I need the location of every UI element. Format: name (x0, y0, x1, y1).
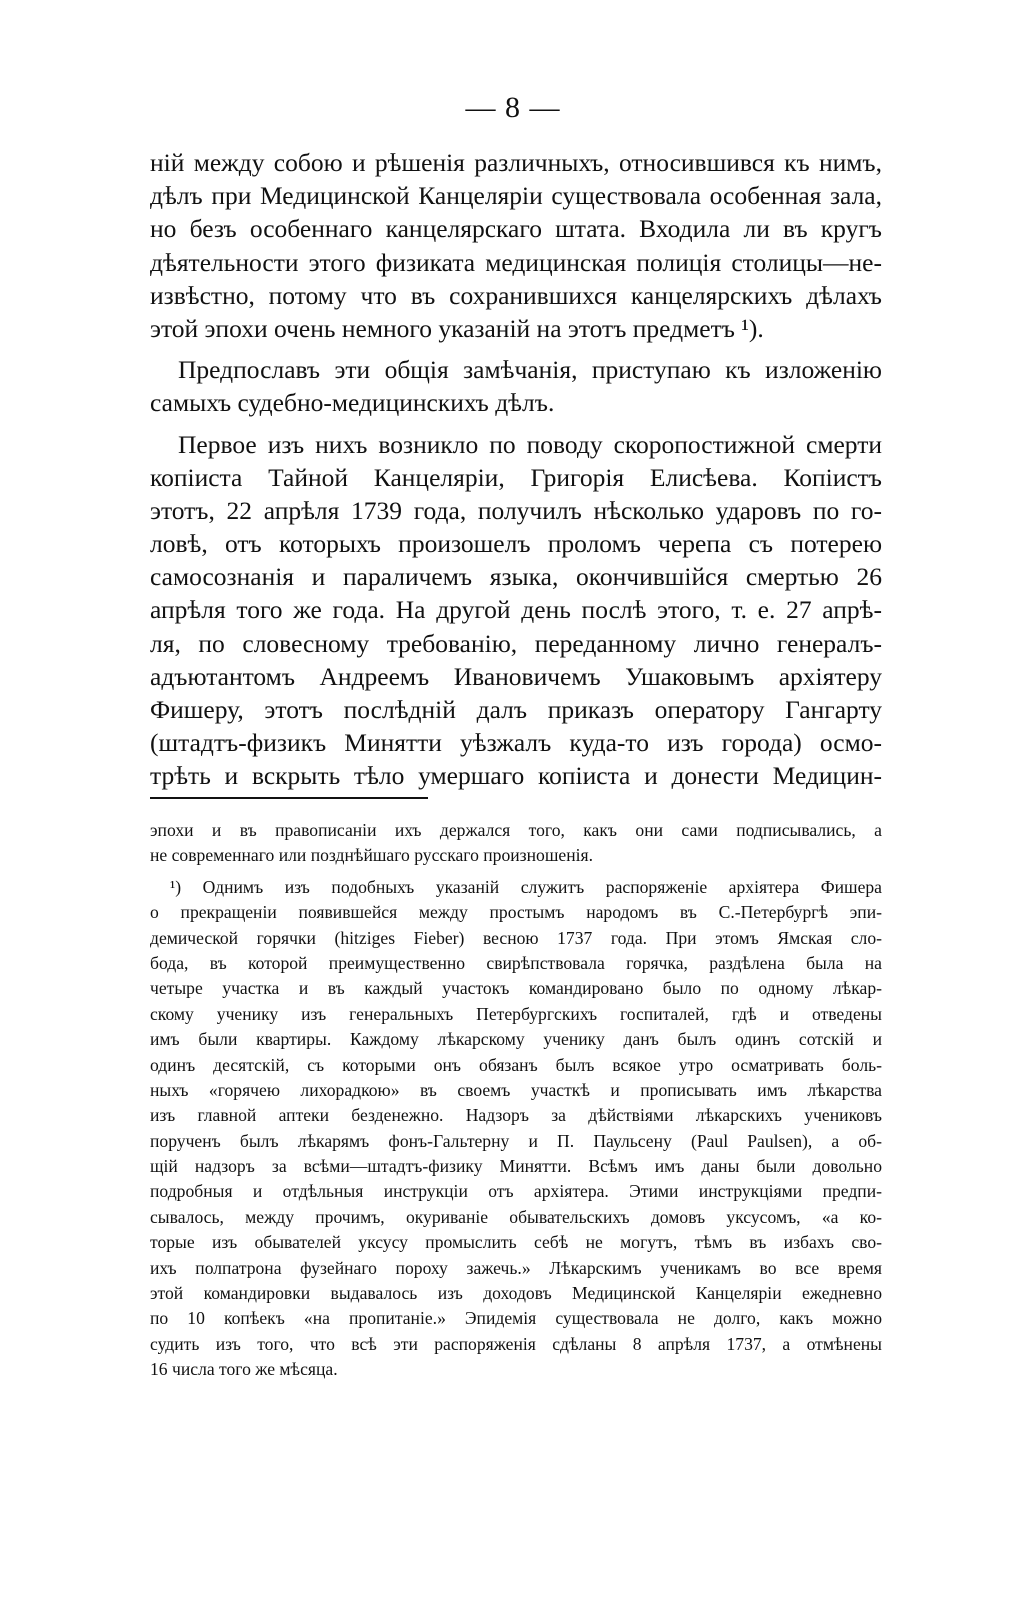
text-line: копіиста Тайной Канцеляріи, Григорія Елисѣева. Копіистъ (150, 462, 882, 492)
text-line: извѣстно, потому что въ сохранившихся канцелярскихъ дѣлахъ (150, 280, 882, 310)
main-text (150, 146, 882, 793)
text-line: этой эпохи очень немного указаній на этотъ предметъ ¹). (150, 313, 764, 343)
footnote-line: скому ученику изъ генеральныхъ Петербургскихъ госпиталей, гдѣ и отведены (150, 1003, 882, 1024)
text-line: Фишеру, этотъ послѣдній далъ приказъ оператору Гангарту (150, 695, 882, 724)
text-line: апрѣля того же года. На другой день послѣ этого, т. е. 27 апрѣ- (150, 595, 882, 625)
footnotes (150, 818, 882, 1383)
text-line: дѣлъ при Медицинской Канцеляріи существовала особенная зала, (150, 181, 882, 211)
footnote-line: бода, въ которой преимущественно свирѣпствовала горячка, раздѣлена была на (150, 952, 882, 973)
paragraph-gap (150, 420, 882, 428)
text-line: Предпославъ эти общія замѣчанія, приступаю къ изложенію (178, 355, 882, 385)
footnote-line: о прекращеніи появившейся между простымъ народомъ въ С.-Петербургѣ эпи- (150, 902, 882, 923)
footnote-line: эпохи и въ правописаніи ихъ держался того, какъ они сами подписывались, а (150, 820, 882, 840)
paragraph (150, 146, 882, 345)
text-line: но безъ особеннаго канцелярскаго штата. Входила ли въ кругъ (150, 214, 882, 244)
footnote-separator (150, 797, 428, 799)
footnote-line: изъ главной аптеки безденежно. Надзоръ за дѣйствіями лѣкарскихъ учениковъ (150, 1105, 882, 1126)
footnote-line: судить изъ того, что всѣ эти распоряженія сдѣланы 8 апрѣля 1737, а отмѣнены (150, 1333, 882, 1354)
text-line: дѣятельности этого физиката медицинская полиція столицы—не- (150, 247, 882, 277)
text-line: (штадтъ-физикъ Минятти уѣзжалъ куда-то изъ города) осмо- (150, 728, 882, 758)
footnote-line: демической горячки (hitziges Fieber) весною 1737 года. При этомъ Ямская сло- (150, 927, 882, 948)
page-number: — 8 — (465, 91, 561, 124)
footnote-line: порученъ былъ лѣкарямъ фонъ-Гальтерну и П. Паульсену (Paul Paulsen), а об- (150, 1130, 882, 1151)
footnote-line: щій надзоръ за всѣми—штадтъ-физику Минятти. Всѣмъ имъ даны были довольно (150, 1156, 882, 1177)
text-line: ловѣ, отъ которыхъ произошелъ проломъ черепа съ потерею (150, 529, 882, 559)
footnote-line: подробныя и отдѣльныя инструкціи отъ архіятера. Этими инструкціями предпи- (150, 1181, 882, 1202)
footnote-line: по 10 копѣекъ «на пропитаніе.» Эпидемія существовала не долго, какъ можно (150, 1308, 882, 1329)
footnote-line: 16 числа того же мѣсяца. (150, 1359, 338, 1380)
footnote-line: ныхъ «горячею лихорадкою» въ своемъ участкѣ и прописывать имъ лѣкарства (150, 1079, 882, 1100)
text-line: самосознанія и параличемъ языка, окончившійся смертью 26 (150, 562, 882, 592)
footnote-line: четыре участка и въ каждый участокъ командировано было по одному лѣкар- (150, 978, 882, 999)
paragraph-gap (150, 345, 882, 353)
footnote-line: сывалось, между прочимъ, окуриваніе обывательскихъ домовъ уксусомъ, «а ко- (150, 1206, 882, 1227)
paragraph (150, 428, 882, 793)
footnote-line: не современнаго или позднѣйшаго русскаго произношенія. (150, 845, 593, 866)
text-line: самыхъ судебно-медицинскихъ дѣлъ. (150, 388, 555, 418)
footnote-line: этой командировки выдавалось изъ доходовъ Медицинской Канцеляріи ежедневно (150, 1283, 882, 1304)
footnote-line: ихъ полпатрона фузейнаго пороху зажечь.» Лѣкарскимъ ученикамъ во все время (150, 1257, 882, 1278)
paragraph (150, 353, 882, 419)
text-line: ля, по словесному требованію, переданному лично генералъ- (150, 628, 882, 658)
footnote-1 (150, 875, 882, 1383)
text-line: Первое изъ нихъ возникло по поводу скоропостижной смерти (178, 429, 882, 459)
text-line: этотъ, 22 апрѣля 1739 года, получилъ нѣсколько ударовъ по го- (150, 495, 882, 525)
footnote-line: одинъ десятскій, съ которыми онъ обязанъ былъ всякое утро осматривать боль- (150, 1054, 882, 1075)
text-line: адъютантомъ Андреемъ Ивановичемъ Ушаковымъ архіятеру (150, 661, 882, 691)
text-line: трѣть и вскрыть тѣло умершаго копіиста и донести Медицин- (150, 761, 882, 791)
footnote-continuation (150, 818, 882, 869)
footnote-line: торые изъ обывателей уксусу промыслить себѣ не могутъ, тѣмъ въ избахъ сво- (150, 1232, 882, 1253)
footnote-line: имъ были квартиры. Каждому лѣкарскому ученику данъ былъ одинъ сотскій и (150, 1029, 882, 1050)
text-line: ній между собою и рѣшенія различныхъ, относившився къ нимъ, (150, 148, 882, 177)
footnote-line: ¹) Однимъ изъ подобныхъ указаній служитъ распоряженіе архіятера Фишера (170, 876, 882, 897)
